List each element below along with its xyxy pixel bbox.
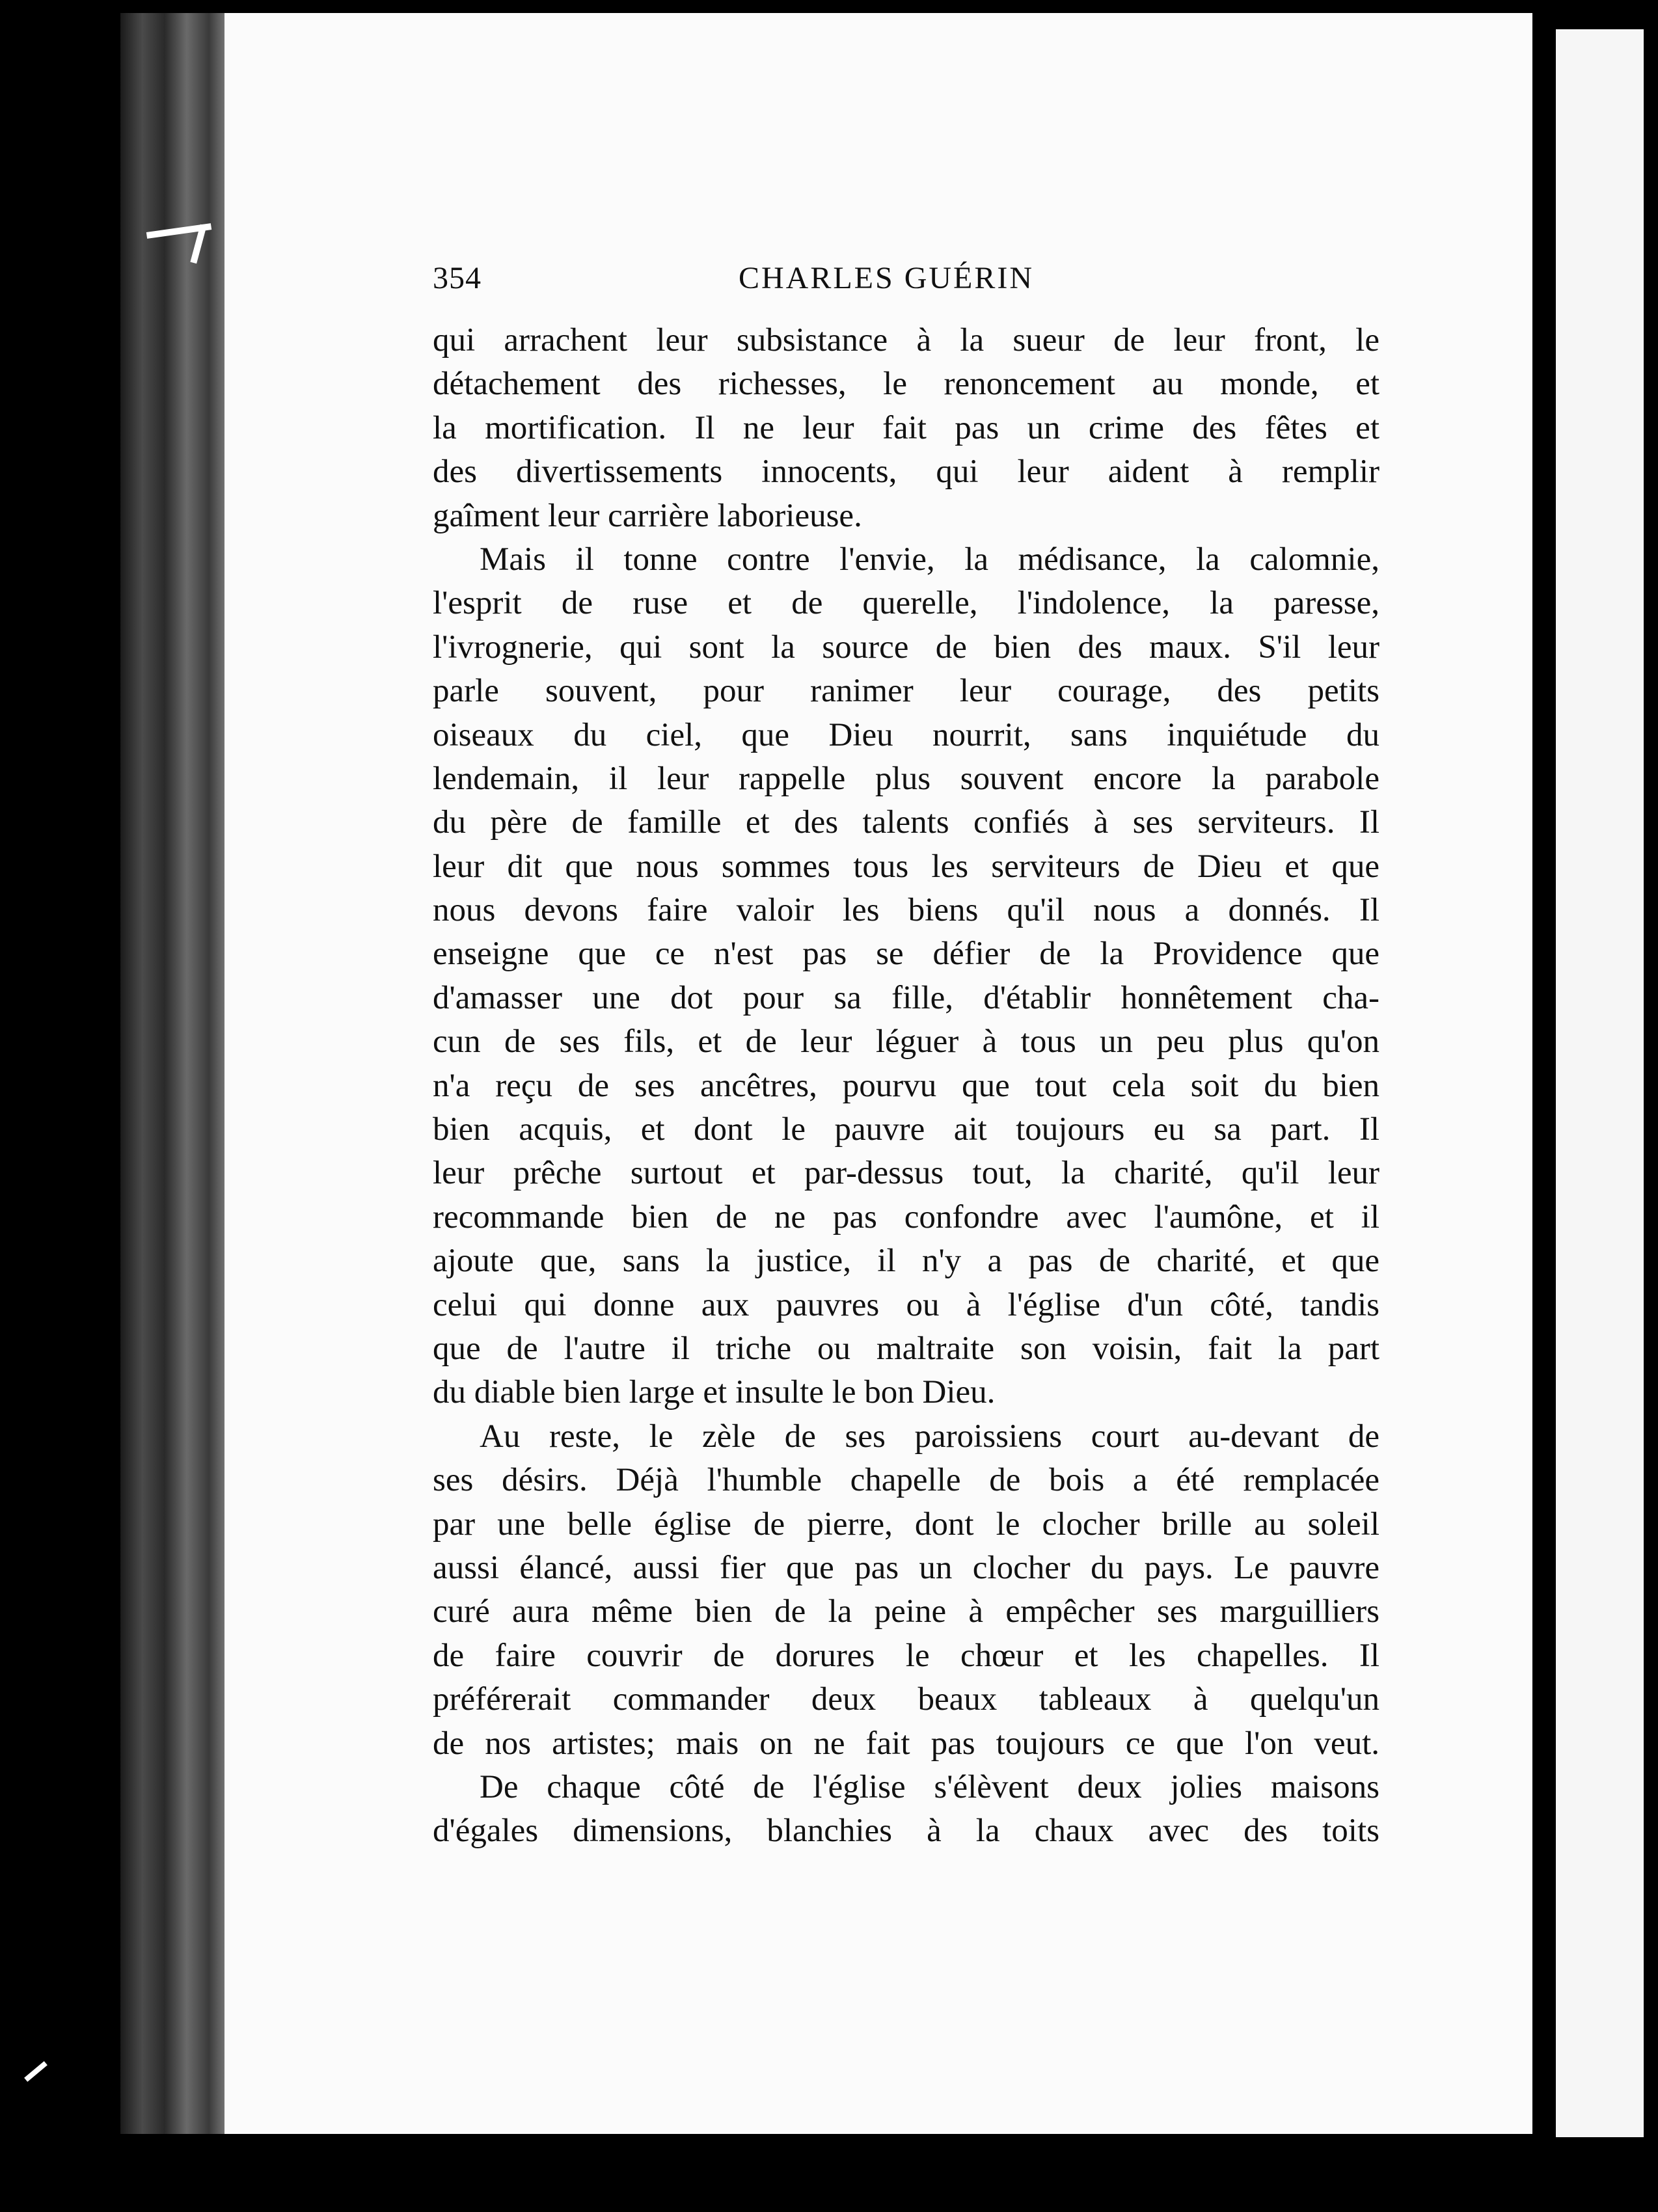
paragraph-start-line: Au reste, le zèle de ses paroissiens court au-devant de [480, 1418, 1379, 1455]
text-line: ajoute que, sans la justice, il n'y a pas de charité, et que [433, 1243, 1379, 1280]
text-line: que de l'autre il triche ou maltraite son voisin, fait la part [433, 1330, 1379, 1367]
running-title: CHARLES GUÉRIN [739, 261, 1035, 295]
text-line: l'esprit de ruse et de querelle, l'indolence, la paresse, [433, 585, 1379, 622]
text-line: enseigne que ce n'est pas se défier de la Providence que [433, 936, 1379, 973]
paragraph-start-line: Mais il tonne contre l'envie, la médisance, la calomnie, [480, 541, 1379, 578]
text-line: leur dit que nous sommes tous les serviteurs de Dieu et que [433, 848, 1379, 885]
text-line: du diable bien large et insulte le bon Dieu. [433, 1374, 996, 1411]
text-line: nous devons faire valoir les biens qu'il nous a donnés. Il [433, 892, 1379, 929]
text-line: gaîment leur carrière laborieuse. [433, 497, 862, 534]
text-line: curé aura même bien de la peine à empêcher ses marguilliers [433, 1593, 1379, 1630]
text-line: n'a reçu de ses ancêtres, pourvu que tout cela soit du bien [433, 1067, 1379, 1104]
text-line: de faire couvrir de dorures le chœur et les chapelles. Il [433, 1637, 1379, 1674]
text-line: parle souvent, pour ranimer leur courage, des petits [433, 673, 1379, 710]
text-line: par une belle église de pierre, dont le clocher brille au soleil [433, 1505, 1379, 1543]
text-line: lendemain, il leur rappelle plus souvent encore la parabole [433, 760, 1379, 797]
text-line: du père de famille et des talents confiés à ses serviteurs. Il [433, 804, 1379, 841]
paragraph-start-line: De chaque côté de l'église s'élèvent deux jolies maisons [480, 1768, 1379, 1805]
text-line: bien acquis, et dont le pauvre ait toujours eu sa part. Il [433, 1111, 1379, 1148]
page-header [433, 260, 1379, 306]
facing-page-edge [1552, 29, 1644, 2137]
text-line: oiseaux du ciel, que Dieu nourrit, sans inquiétude du [433, 716, 1379, 753]
text-line: aussi élancé, aussi fier que pas un clocher du pays. Le pauvre [433, 1549, 1379, 1586]
text-line: qui arrachent leur subsistance à la sueur de leur front, le [433, 322, 1379, 358]
text-line: recommande bien de ne pas confondre avec l'aumône, et il [433, 1198, 1379, 1235]
text-line: d'amasser une dot pour sa fille, d'établir honnêtement cha- [433, 979, 1379, 1016]
text-line: cun de ses fils, et de leur léguer à tous un peu plus qu'on [433, 1023, 1379, 1060]
text-line: d'égales dimensions, blanchies à la chaux avec des toits [433, 1813, 1379, 1850]
text-line: détachement des richesses, le renoncement au monde, et [433, 366, 1379, 403]
text-line: l'ivrognerie, qui sont la source de bien des maux. S'il leur [433, 628, 1379, 666]
text-line: la mortification. Il ne leur fait pas un crime des fêtes et [433, 409, 1379, 446]
book-page-edges [120, 13, 231, 2134]
text-line: de nos artistes; mais on ne fait pas toujours ce que l'on veut. [433, 1725, 1379, 1762]
text-line: celui qui donne aux pauvres ou à l'église d'un côté, tandis [433, 1286, 1379, 1323]
body-text [433, 319, 1379, 1854]
text-line: ses désirs. Déjà l'humble chapelle de bois a été remplacée [433, 1462, 1379, 1499]
text-line: préférerait commander deux beaux tableaux à quelqu'un [433, 1681, 1379, 1718]
text-line: des divertissements innocents, qui leur aident à remplir [433, 453, 1379, 491]
text-line: leur prêche surtout et par-dessus tout, la charité, qu'il leur [433, 1155, 1379, 1192]
scan-artifact-mark [24, 2061, 48, 2082]
page-number: 354 [433, 261, 482, 295]
